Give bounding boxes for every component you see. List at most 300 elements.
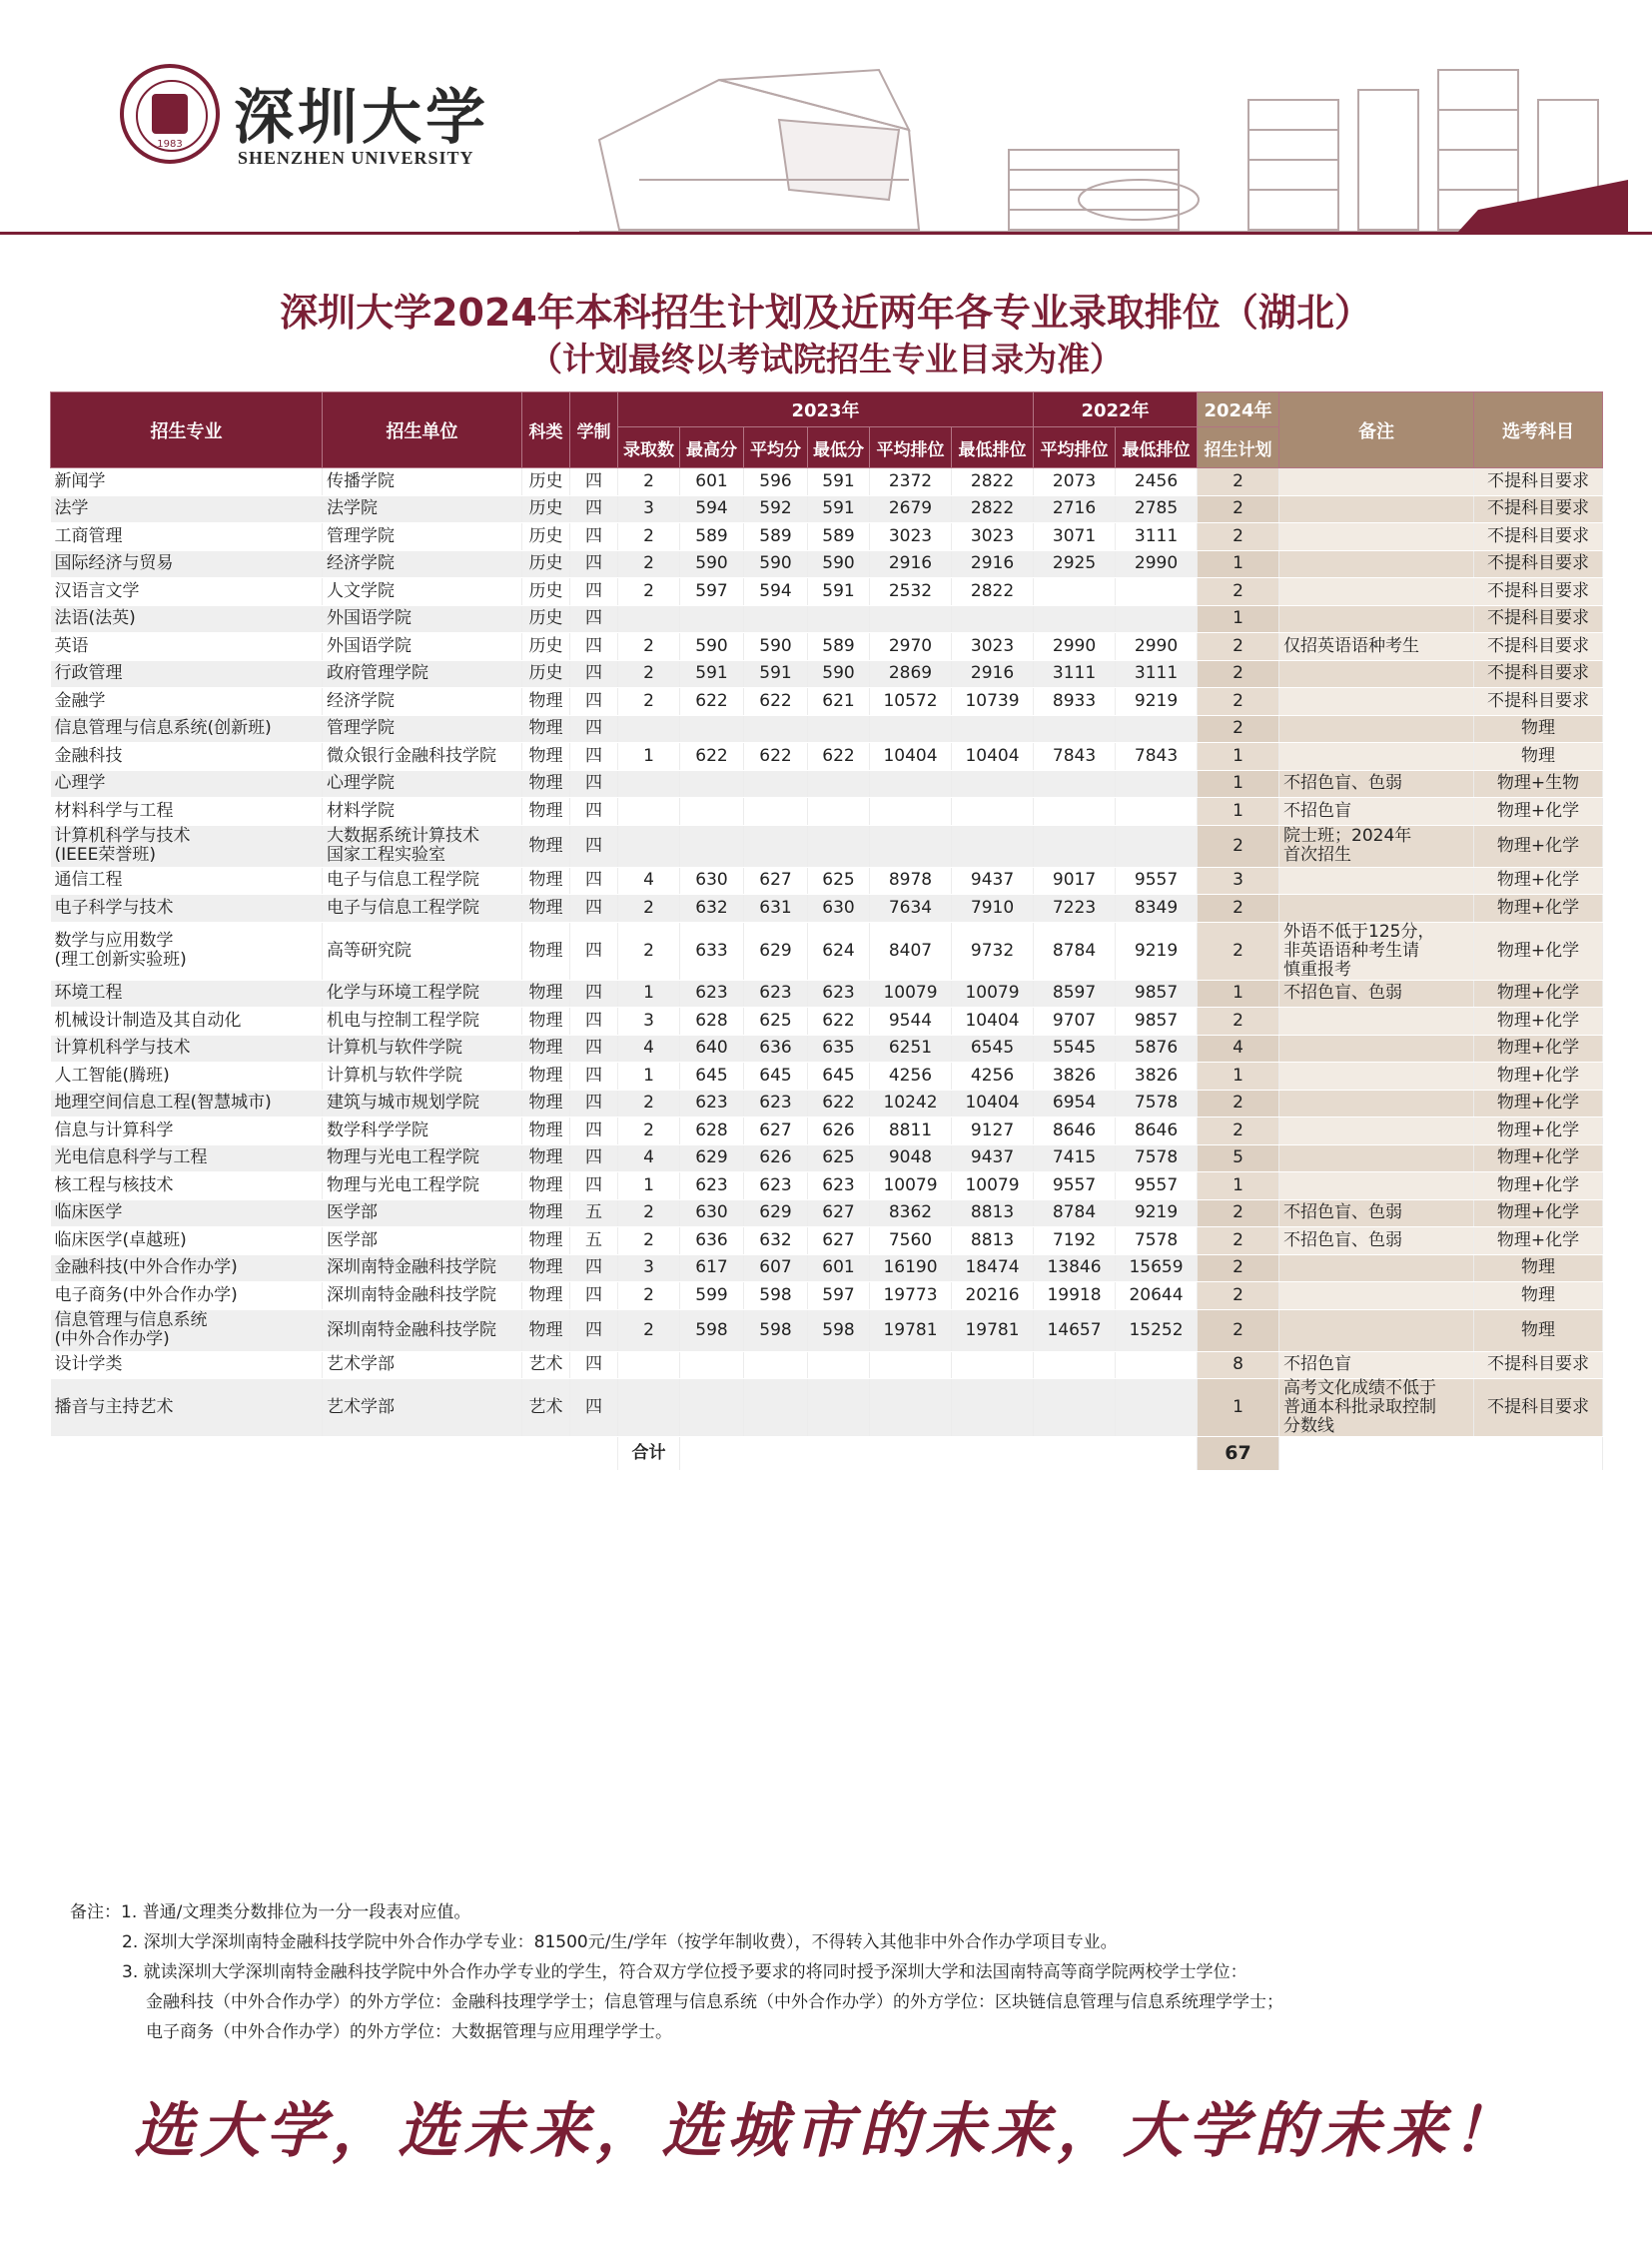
- note-line-2: 2. 深圳大学深圳南特金融科技学院中外合作办学专业：81500元/生/学年（按学年制收费），不得转入其他非中外合作办学项目专业。: [122, 1932, 1118, 1952]
- cell-min-rank: 10404: [952, 1090, 1034, 1118]
- cell-avg-rank: 2532: [870, 578, 952, 606]
- cell-plan: 1: [1198, 550, 1279, 578]
- cell-min-rank-2022: [1116, 1351, 1198, 1379]
- note-line-3: 3. 就读深圳大学深圳南特金融科技学院中外合作办学专业的学生，符合双方学位授予要求的将同时授予深圳大学和法国南特高等商学院两校学士学位：: [122, 1962, 1247, 1982]
- cell-min-rank-2022: 9219: [1116, 688, 1198, 716]
- cell-min-rank-2022: 7578: [1116, 1144, 1198, 1172]
- cell-major: 金融科技(中外合作办学): [51, 1254, 323, 1282]
- cell-unit: 政府管理学院: [323, 660, 522, 688]
- cell-min-rank-2022: 2990: [1116, 550, 1198, 578]
- col-2023: 2023年: [618, 392, 1034, 427]
- cell-avg-rank: 4256: [870, 1063, 952, 1091]
- cell-plan: 2: [1198, 660, 1279, 688]
- cell-average: 622: [744, 743, 808, 771]
- cell-duration: 四: [570, 798, 618, 826]
- cell-subject: 物理+化学: [1474, 1008, 1603, 1036]
- cell-plan: 1: [1198, 1063, 1279, 1091]
- cell-admitted: 1: [618, 1063, 680, 1091]
- cell-unit: 经济学院: [323, 550, 522, 578]
- cell-average: 632: [744, 1227, 808, 1255]
- cell-duration: 四: [570, 468, 618, 496]
- cell-min-rank-2022: 9219: [1116, 1199, 1198, 1227]
- cell-min-rank: [952, 798, 1034, 826]
- cell-plan: 2: [1198, 1227, 1279, 1255]
- cell-min-rank: 10079: [952, 980, 1034, 1008]
- cell-avg-rank: 2869: [870, 660, 952, 688]
- cell-subject: 不提科目要求: [1474, 523, 1603, 551]
- cell-avg-rank: 2970: [870, 633, 952, 661]
- cell-plan: 2: [1198, 688, 1279, 716]
- cell-min-rank: 8813: [952, 1227, 1034, 1255]
- cell-unit: 心理学院: [323, 770, 522, 798]
- cell-duration: 四: [570, 1254, 618, 1282]
- cell-admitted: 2: [618, 1118, 680, 1145]
- cell-min-rank: 4256: [952, 1063, 1034, 1091]
- col-unit: 招生单位: [323, 392, 522, 468]
- cell-duration: 四: [570, 715, 618, 743]
- cell-major: 人工智能(腾班): [51, 1063, 323, 1091]
- cell-highest: 601: [680, 468, 744, 496]
- cell-avg-rank: 3023: [870, 523, 952, 551]
- cell-avg-rank: 9544: [870, 1008, 952, 1036]
- cell-remark: 不招色盲、色弱: [1279, 1227, 1474, 1255]
- cell-admitted: 2: [618, 468, 680, 496]
- cell-lowest: 623: [808, 980, 870, 1008]
- cell-duration: 四: [570, 1282, 618, 1310]
- cell-major: 电子商务(中外合作办学): [51, 1282, 323, 1310]
- cell-subject: 不提科目要求: [1474, 605, 1603, 633]
- cell-avg-rank-2022: 3111: [1034, 660, 1116, 688]
- cell-remark: [1279, 1118, 1474, 1145]
- cell-avg-rank: 8811: [870, 1118, 952, 1145]
- cell-min-rank-2022: 9219: [1116, 922, 1198, 980]
- cell-admitted: 2: [618, 523, 680, 551]
- cell-unit: 医学部: [323, 1227, 522, 1255]
- cell-unit: 物理与光电工程学院: [323, 1172, 522, 1200]
- cell-major: 金融学: [51, 688, 323, 716]
- table-row: [51, 1282, 1603, 1310]
- cell-category: 历史: [522, 495, 570, 523]
- cell-subject: 不提科目要求: [1474, 688, 1603, 716]
- cell-subject: 物理+化学: [1474, 922, 1603, 980]
- cell-major: 新闻学: [51, 468, 323, 496]
- cell-lowest: 601: [808, 1254, 870, 1282]
- table-row: [51, 1172, 1603, 1200]
- table-row: [51, 1379, 1603, 1437]
- cell-lowest: 597: [808, 1282, 870, 1310]
- total-spacer: [1279, 1437, 1603, 1471]
- table-row: [51, 1144, 1603, 1172]
- col-lowest: 最低分: [808, 427, 870, 468]
- cell-admitted: 2: [618, 578, 680, 606]
- cell-category: 物理: [522, 867, 570, 895]
- cell-min-rank: 2822: [952, 468, 1034, 496]
- cell-remark: 院士班；2024年 首次招生: [1279, 825, 1474, 867]
- cell-duration: 五: [570, 1199, 618, 1227]
- cell-duration: 四: [570, 770, 618, 798]
- cell-lowest: 589: [808, 633, 870, 661]
- cell-avg-rank-2022: 8597: [1034, 980, 1116, 1008]
- table-row: [51, 688, 1603, 716]
- cell-plan: 1: [1198, 605, 1279, 633]
- cell-min-rank: 9437: [952, 867, 1034, 895]
- table-row: [51, 633, 1603, 661]
- cell-average: [744, 825, 808, 867]
- cell-remark: 高考文化成绩不低于 普通本科批录取控制 分数线: [1279, 1379, 1474, 1437]
- cell-avg-rank: 19781: [870, 1309, 952, 1351]
- cell-highest: 622: [680, 743, 744, 771]
- cell-avg-rank-2022: 2990: [1034, 633, 1116, 661]
- cell-unit: 人文学院: [323, 578, 522, 606]
- col-remark: 备注: [1279, 392, 1474, 468]
- cell-major: 计算机科学与技术 (IEEE荣誉班): [51, 825, 323, 867]
- cell-remark: [1279, 1063, 1474, 1091]
- cell-avg-rank-2022: 7223: [1034, 895, 1116, 923]
- cell-highest: [680, 825, 744, 867]
- cell-category: 物理: [522, 1227, 570, 1255]
- cell-category: 艺术: [522, 1379, 570, 1437]
- cell-highest: 594: [680, 495, 744, 523]
- cell-unit: 外国语学院: [323, 605, 522, 633]
- cell-min-rank: 8813: [952, 1199, 1034, 1227]
- cell-min-rank-2022: 20644: [1116, 1282, 1198, 1310]
- cell-remark: 不招色盲、色弱: [1279, 770, 1474, 798]
- cell-major: 临床医学: [51, 1199, 323, 1227]
- cell-min-rank: 19781: [952, 1309, 1034, 1351]
- cell-unit: 计算机与软件学院: [323, 1063, 522, 1091]
- cell-duration: 四: [570, 1035, 618, 1063]
- cell-avg-rank-2022: 7843: [1034, 743, 1116, 771]
- cell-average: [744, 715, 808, 743]
- cell-avg-rank-2022: 2716: [1034, 495, 1116, 523]
- cell-lowest: [808, 1379, 870, 1437]
- cell-plan: 2: [1198, 1199, 1279, 1227]
- cell-admitted: 2: [618, 922, 680, 980]
- cell-duration: 四: [570, 688, 618, 716]
- cell-plan: 2: [1198, 1008, 1279, 1036]
- cell-subject: 不提科目要求: [1474, 468, 1603, 496]
- cell-category: 历史: [522, 660, 570, 688]
- cell-min-rank-2022: 15252: [1116, 1309, 1198, 1351]
- cell-unit: 物理与光电工程学院: [323, 1144, 522, 1172]
- cell-avg-rank-2022: 19918: [1034, 1282, 1116, 1310]
- cell-subject: 物理: [1474, 715, 1603, 743]
- cell-lowest: [808, 798, 870, 826]
- cell-highest: 589: [680, 523, 744, 551]
- cell-avg-rank-2022: [1034, 1351, 1116, 1379]
- cell-admitted: 3: [618, 1254, 680, 1282]
- cell-highest: 630: [680, 1199, 744, 1227]
- cell-lowest: 589: [808, 523, 870, 551]
- cell-category: 物理: [522, 980, 570, 1008]
- cell-major: 工商管理: [51, 523, 323, 551]
- cell-major: 计算机科学与技术: [51, 1035, 323, 1063]
- cell-avg-rank: [870, 825, 952, 867]
- cell-highest: 590: [680, 550, 744, 578]
- cell-lowest: 622: [808, 743, 870, 771]
- cell-min-rank-2022: [1116, 1379, 1198, 1437]
- cell-avg-rank: [870, 1351, 952, 1379]
- col-min-rank: 最低排位: [952, 427, 1034, 468]
- cell-major: 心理学: [51, 770, 323, 798]
- cell-unit: 深圳南特金融科技学院: [323, 1282, 522, 1310]
- cell-major: 法语(法英): [51, 605, 323, 633]
- cell-unit: 高等研究院: [323, 922, 522, 980]
- cell-unit: 大数据系统计算技术 国家工程实验室: [323, 825, 522, 867]
- cell-duration: 四: [570, 922, 618, 980]
- cell-remark: 不招色盲: [1279, 798, 1474, 826]
- cell-category: 物理: [522, 743, 570, 771]
- cell-highest: 622: [680, 688, 744, 716]
- cell-avg-rank-2022: 8784: [1034, 922, 1116, 980]
- cell-category: 历史: [522, 523, 570, 551]
- cell-subject: 物理+化学: [1474, 1227, 1603, 1255]
- cell-subject: 不提科目要求: [1474, 633, 1603, 661]
- cell-avg-rank-2022: 8933: [1034, 688, 1116, 716]
- cell-highest: 630: [680, 867, 744, 895]
- cell-lowest: 622: [808, 1090, 870, 1118]
- table-row: [51, 922, 1603, 980]
- cell-average: [744, 770, 808, 798]
- table-row: [51, 1254, 1603, 1282]
- col-major: 招生专业: [51, 392, 323, 468]
- seal-emblem-icon: [152, 94, 188, 134]
- cell-highest: 640: [680, 1035, 744, 1063]
- cell-duration: 四: [570, 495, 618, 523]
- cell-average: [744, 1351, 808, 1379]
- cell-avg-rank: 2916: [870, 550, 952, 578]
- cell-unit: 法学院: [323, 495, 522, 523]
- cell-duration: 四: [570, 1063, 618, 1091]
- page-subtitle: （计划最终以考试院招生专业目录为准）: [529, 340, 1123, 378]
- col-avg-rank: 平均排位: [870, 427, 952, 468]
- cell-subject: 物理+化学: [1474, 825, 1603, 867]
- col-2022: 2022年: [1034, 392, 1198, 427]
- cell-plan: 2: [1198, 1118, 1279, 1145]
- cell-admitted: 2: [618, 688, 680, 716]
- cell-subject: 物理+化学: [1474, 1118, 1603, 1145]
- cell-min-rank: 2822: [952, 578, 1034, 606]
- cell-category: 物理: [522, 1199, 570, 1227]
- cell-lowest: 621: [808, 688, 870, 716]
- cell-plan: 3: [1198, 867, 1279, 895]
- cell-category: 物理: [522, 1063, 570, 1091]
- cell-admitted: 2: [618, 1282, 680, 1310]
- cell-min-rank-2022: 15659: [1116, 1254, 1198, 1282]
- cell-remark: [1279, 1254, 1474, 1282]
- cell-min-rank-2022: [1116, 605, 1198, 633]
- cell-min-rank: [952, 715, 1034, 743]
- cell-average: 594: [744, 578, 808, 606]
- cell-average: 596: [744, 468, 808, 496]
- cell-min-rank-2022: 3111: [1116, 660, 1198, 688]
- cell-plan: 8: [1198, 1351, 1279, 1379]
- cell-remark: [1279, 1309, 1474, 1351]
- cell-avg-rank: 10079: [870, 1172, 952, 1200]
- cell-admitted: 2: [618, 1309, 680, 1351]
- cell-avg-rank-2022: [1034, 605, 1116, 633]
- cell-duration: 四: [570, 1172, 618, 1200]
- cell-plan: 1: [1198, 798, 1279, 826]
- cell-lowest: [808, 1351, 870, 1379]
- cell-plan: 2: [1198, 468, 1279, 496]
- cell-subject: 物理+化学: [1474, 867, 1603, 895]
- cell-average: 631: [744, 895, 808, 923]
- cell-major: 核工程与核技术: [51, 1172, 323, 1200]
- cell-lowest: 627: [808, 1199, 870, 1227]
- cell-duration: 四: [570, 1351, 618, 1379]
- cell-highest: 623: [680, 980, 744, 1008]
- cell-avg-rank: 7634: [870, 895, 952, 923]
- cell-highest: 636: [680, 1227, 744, 1255]
- cell-plan: 1: [1198, 980, 1279, 1008]
- cell-avg-rank-2022: 3826: [1034, 1063, 1116, 1091]
- cell-lowest: 623: [808, 1172, 870, 1200]
- cell-subject: 物理+化学: [1474, 1144, 1603, 1172]
- seal-year: 1983: [157, 139, 183, 150]
- cell-lowest: 625: [808, 1144, 870, 1172]
- cell-average: 623: [744, 980, 808, 1008]
- cell-plan: 5: [1198, 1144, 1279, 1172]
- cell-unit: 传播学院: [323, 468, 522, 496]
- cell-min-rank: [952, 1351, 1034, 1379]
- cell-min-rank: 10739: [952, 688, 1034, 716]
- cell-min-rank: 9127: [952, 1118, 1034, 1145]
- cell-average: 591: [744, 660, 808, 688]
- cell-category: 物理: [522, 770, 570, 798]
- cell-unit: 经济学院: [323, 688, 522, 716]
- cell-remark: [1279, 550, 1474, 578]
- cell-unit: 微众银行金融科技学院: [323, 743, 522, 771]
- cell-admitted: 2: [618, 633, 680, 661]
- total-spacer: [680, 1437, 1198, 1471]
- cell-avg-rank-2022: 2925: [1034, 550, 1116, 578]
- cell-min-rank: 3023: [952, 523, 1034, 551]
- cell-average: 625: [744, 1008, 808, 1036]
- cell-average: 607: [744, 1254, 808, 1282]
- cell-subject: 不提科目要求: [1474, 660, 1603, 688]
- cell-plan: 4: [1198, 1035, 1279, 1063]
- cell-min-rank: 9732: [952, 922, 1034, 980]
- cell-min-rank: 10079: [952, 1172, 1034, 1200]
- cell-average: 623: [744, 1090, 808, 1118]
- cell-highest: [680, 770, 744, 798]
- cell-plan: 2: [1198, 578, 1279, 606]
- cell-avg-rank-2022: [1034, 578, 1116, 606]
- cell-category: 历史: [522, 468, 570, 496]
- cell-remark: [1279, 578, 1474, 606]
- cell-average: 589: [744, 523, 808, 551]
- cell-avg-rank: 16190: [870, 1254, 952, 1282]
- cell-min-rank-2022: 9557: [1116, 1172, 1198, 1200]
- cell-major: 英语: [51, 633, 323, 661]
- cell-subject: 不提科目要求: [1474, 495, 1603, 523]
- cell-major: 数学与应用数学 (理工创新实验班): [51, 922, 323, 980]
- cell-remark: [1279, 1035, 1474, 1063]
- cell-average: 598: [744, 1282, 808, 1310]
- cell-unit: 数学科学学院: [323, 1118, 522, 1145]
- cell-admitted: 3: [618, 1008, 680, 1036]
- cell-min-rank: 7910: [952, 895, 1034, 923]
- cell-lowest: 630: [808, 895, 870, 923]
- cell-major: 信息管理与信息系统 (中外合作办学): [51, 1309, 323, 1351]
- cell-highest: [680, 1379, 744, 1437]
- cell-average: 636: [744, 1035, 808, 1063]
- cell-highest: 598: [680, 1309, 744, 1351]
- cell-category: 物理: [522, 1254, 570, 1282]
- cell-highest: 628: [680, 1118, 744, 1145]
- cell-remark: [1279, 1282, 1474, 1310]
- cell-subject: 物理: [1474, 1254, 1603, 1282]
- cell-category: 历史: [522, 550, 570, 578]
- table-row: [51, 825, 1603, 867]
- cell-avg-rank: [870, 770, 952, 798]
- cell-avg-rank-2022: 9557: [1034, 1172, 1116, 1200]
- cell-lowest: 625: [808, 867, 870, 895]
- cell-highest: [680, 798, 744, 826]
- cell-major: 信息与计算科学: [51, 1118, 323, 1145]
- cell-highest: 591: [680, 660, 744, 688]
- cell-duration: 四: [570, 1144, 618, 1172]
- cell-highest: 623: [680, 1172, 744, 1200]
- cell-unit: 艺术学部: [323, 1379, 522, 1437]
- cell-average: 627: [744, 1118, 808, 1145]
- cell-unit: 电子与信息工程学院: [323, 895, 522, 923]
- cell-min-rank-2022: [1116, 770, 1198, 798]
- slogan: 选大学，选未来，选城市的未来，大学的未来！: [134, 2096, 1518, 2166]
- cell-remark: 不招色盲、色弱: [1279, 980, 1474, 1008]
- cell-avg-rank: 10404: [870, 743, 952, 771]
- cell-admitted: [618, 715, 680, 743]
- cell-unit: 建筑与城市规划学院: [323, 1090, 522, 1118]
- cell-highest: 629: [680, 1144, 744, 1172]
- cell-highest: 590: [680, 633, 744, 661]
- cell-average: 626: [744, 1144, 808, 1172]
- col-category: 科类: [522, 392, 570, 468]
- cell-plan: 2: [1198, 1254, 1279, 1282]
- cell-min-rank-2022: [1116, 825, 1198, 867]
- cell-category: 物理: [522, 1309, 570, 1351]
- total-row: [51, 1437, 1603, 1471]
- cell-avg-rank: 10079: [870, 980, 952, 1008]
- cell-avg-rank-2022: 7415: [1034, 1144, 1116, 1172]
- cell-plan: 2: [1198, 895, 1279, 923]
- cell-admitted: 1: [618, 743, 680, 771]
- cell-category: 物理: [522, 922, 570, 980]
- cell-duration: 四: [570, 578, 618, 606]
- cell-plan: 2: [1198, 1282, 1279, 1310]
- cell-min-rank-2022: 9857: [1116, 980, 1198, 1008]
- cell-admitted: 4: [618, 867, 680, 895]
- cell-admitted: 2: [618, 895, 680, 923]
- cell-major: 电子科学与技术: [51, 895, 323, 923]
- cell-admitted: 2: [618, 1090, 680, 1118]
- cell-min-rank: [952, 770, 1034, 798]
- cell-duration: 四: [570, 1309, 618, 1351]
- cell-plan: 2: [1198, 825, 1279, 867]
- cell-category: 艺术: [522, 1351, 570, 1379]
- table-row: [51, 1090, 1603, 1118]
- cell-subject: 物理+化学: [1474, 895, 1603, 923]
- cell-major: 地理空间信息工程(智慧城市): [51, 1090, 323, 1118]
- table-row: [51, 1063, 1603, 1091]
- cell-average: 623: [744, 1172, 808, 1200]
- cell-avg-rank-2022: 14657: [1034, 1309, 1116, 1351]
- page-header: [0, 0, 1652, 240]
- cell-highest: 632: [680, 895, 744, 923]
- cell-lowest: 590: [808, 550, 870, 578]
- cell-major: 临床医学(卓越班): [51, 1227, 323, 1255]
